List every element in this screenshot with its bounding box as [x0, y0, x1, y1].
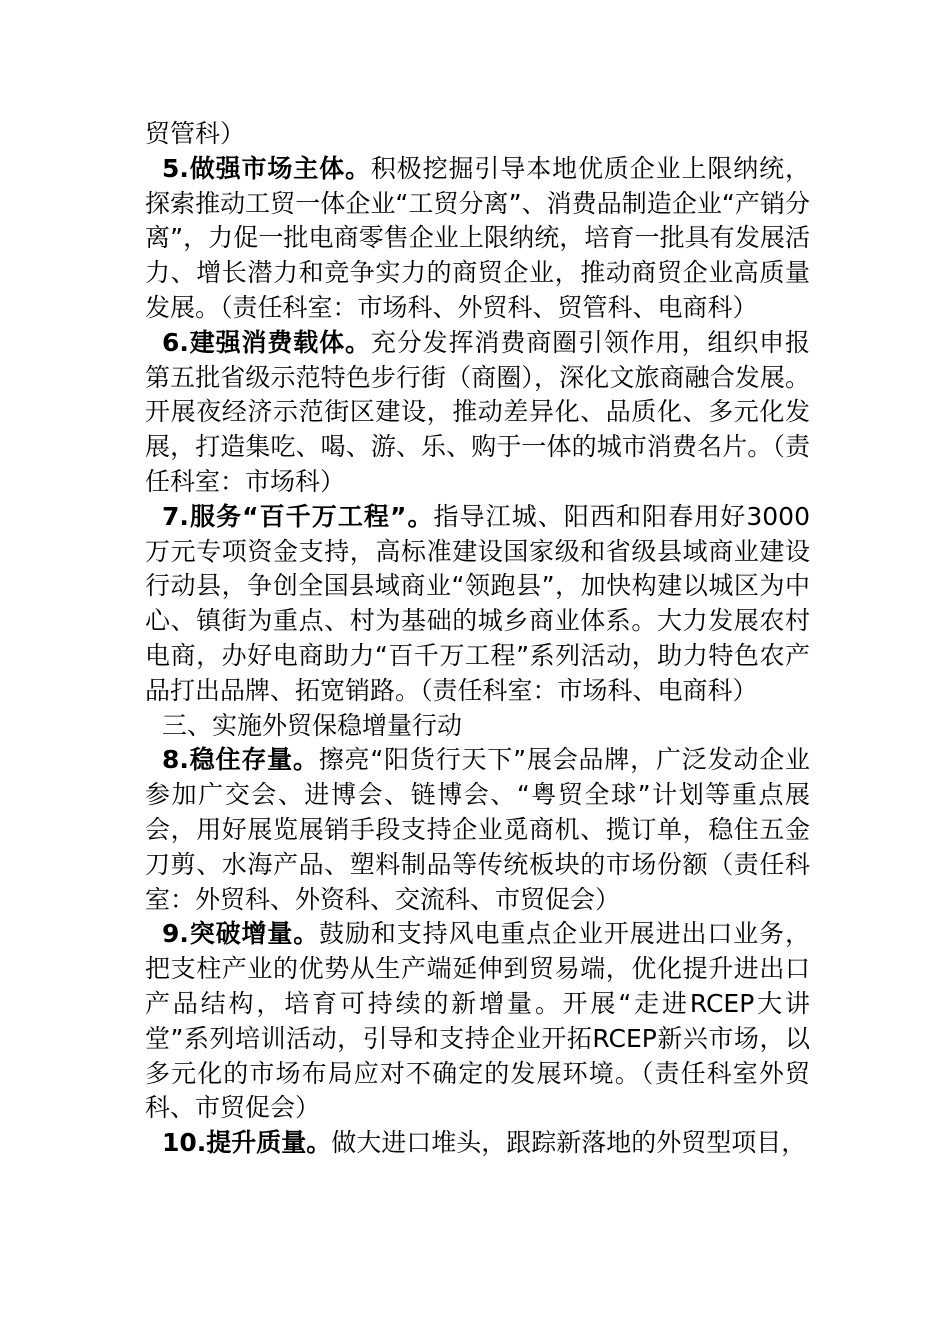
section-7: [145, 500, 810, 709]
section-5-lead: 5.做强市场主体。: [162, 153, 371, 183]
section-6-body: 充分发挥消费商圈引领作用，组织申报第五批省级示范特色步行街（商圈），深化文旅商融合发展。开展夜经济示范街区建设，推动差异化、品质化、多元化发展，打造集吃、喝、游、乐、购于一体的城市消费名片。（责任科室：市场科）: [145, 327, 810, 496]
continuation-text: 贸管科）: [145, 119, 246, 148]
document-page: [145, 117, 810, 1161]
section-7-body: 指导江城、阳西和阳春用好3000万元专项资金支持，高标准建设国家级和省级县域商业建设行动县，争创全国县域商业“领跑县”，加快构建以城区为中心、镇街为重点、村为基础的城乡商业体系。大力发展农村电商，办好电商助力“百千万工程”系列活动，助力特色农产品打出品牌、拓宽销路。（责任科室：市场科、电商科）: [145, 501, 810, 705]
section-10-body: 做大进口堆头，跟踪新落地的外贸型项目，: [331, 1128, 807, 1158]
section-8-body: 擦亮“阳货行天下”展会品牌，广泛发动企业参加广交会、进博会、链博会、“粤贸全球”计划等重点展会，用好展览展销手段支持企业觅商机、揽订单，稳住五金刀剪、水海产品、塑料制品等传统板块的市场份额（责任科室：外贸科、外资科、交流科、市贸促会）: [145, 745, 810, 914]
section-8-lead: 8.稳住存量。: [162, 745, 319, 775]
section-9-body: 鼓励和支持风电重点企业开展进出口业务，把支柱产业的优势从生产端延伸到贸易端，优化提升进出口产品结构，培育可持续的新增量。开展“走进RCEP大讲堂”系列培训活动，引导和支持企业开拓RCEP新兴市场，以多元化的市场布局应对不确定的发展环境。（责任科室外贸科、市贸促会）: [145, 919, 810, 1123]
section-9: [145, 917, 810, 1126]
section-6: [145, 326, 810, 500]
section-7-lead: 7.服务“百千万工程”。: [162, 501, 434, 531]
section-10: [145, 1126, 810, 1161]
section-heading: 三、实施外贸保稳增量行动: [162, 710, 463, 740]
section-10-lead: 10.提升质量。: [162, 1128, 332, 1158]
section-5: [145, 152, 810, 326]
section-9-lead: 9.突破增量。: [162, 919, 320, 949]
section-6-lead: 6.建强消费载体。: [162, 327, 371, 357]
section-8: [145, 743, 810, 917]
section-5-body: 积极挖掘引导本地优质企业上限纳统，探索推动工贸一体企业“工贸分离”、消费品制造企业“产销分离”，力促一批电商零售企业上限纳统，培育一批具有发展活力、增长潜力和竞争实力的商贸企业，推动商贸企业高质量发展。（责任科室：市场科、外贸科、贸管科、电商科）: [145, 153, 810, 322]
